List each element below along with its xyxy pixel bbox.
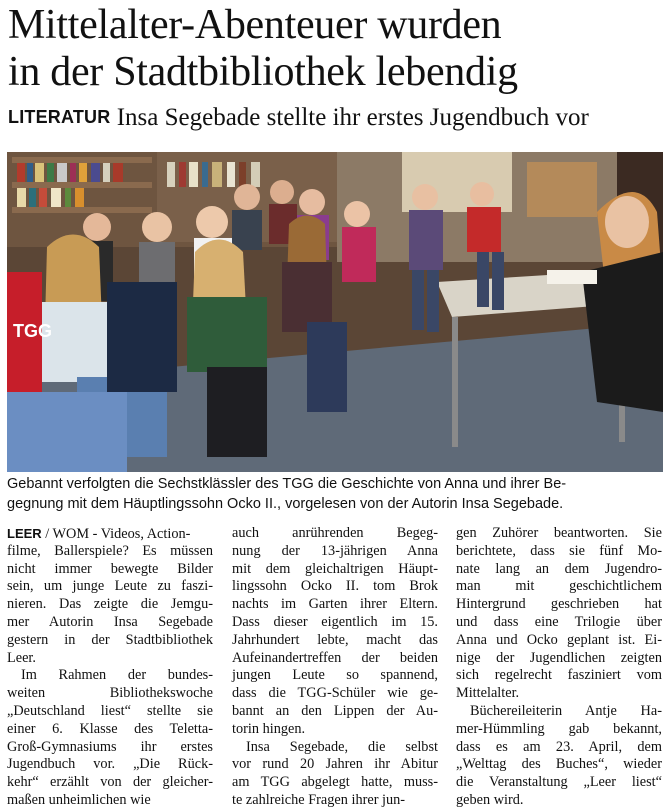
article-line: berichtete, dass sie fünf Mo- xyxy=(456,542,662,559)
article-line: maßen unheimlichen wie xyxy=(7,791,151,808)
article-line: sich regelrecht fasziniert vom xyxy=(456,667,662,684)
article-line: te zahlreiche Fragen ihrer jun- xyxy=(232,791,406,808)
article-line: lingssohn Ocko II. tom Brok xyxy=(232,578,438,595)
article-line: torin hingen. xyxy=(232,720,306,737)
article-line-text: / WOM - Videos, Action- xyxy=(41,526,191,542)
caption-line-1: Gebannt verfolgten die Sechstklässler des TGG die Geschichte von Anna und ihrer Be- xyxy=(7,476,567,492)
article-line: Dass dieser eigentlich im 15. xyxy=(232,613,438,630)
article-line: Jahrhundert lebte, macht das xyxy=(232,631,438,648)
article-line: Mittelalter. xyxy=(456,685,520,702)
article-line: nieren. Das zeigte die Jemgu- xyxy=(7,596,213,613)
article-line: mer-Hümmling gab bekannt, xyxy=(456,720,662,737)
headline-line-2: in der Stadtbibliothek lebendig xyxy=(8,49,518,95)
article-line: weiten Bibliothekswoche xyxy=(7,685,213,702)
article-line: kehr“ erzählt von der gleicher- xyxy=(7,774,213,791)
photo-caption xyxy=(7,474,663,514)
article-line: einer 6. Klasse des Teletta- xyxy=(7,720,213,737)
caption-line-2: gegnung mit dem Häuptlingssohn Ocko II., vorgelesen von der Autorin Insa Segebade. xyxy=(7,496,564,512)
article-line: nung der 13-jährigen Anna xyxy=(232,542,438,559)
article-line: mit dem gleichaltrigen Häupt- xyxy=(232,560,438,577)
article-line: und dass eine Trilogie über xyxy=(456,613,662,630)
article-line: Aufeinandertreffen der beiden xyxy=(232,649,438,666)
article-dateline: LEER xyxy=(7,526,42,541)
article-line: dass die TGG-Schüler wie ge- xyxy=(232,685,438,702)
article-line: sein, um junge Leute zu faszi- xyxy=(7,578,213,595)
article-line: Hintergrund geschrieben hat xyxy=(456,596,662,613)
article-line: am TGG abgelegt hatte, muss- xyxy=(232,774,438,791)
subheadline-text: Insa Segebade stellte ihr erstes Jugendbuch vor xyxy=(116,104,589,131)
article-line: nicht immer bewegte Bilder xyxy=(7,560,213,577)
article-line: jungen Leute so spannend, xyxy=(232,667,438,684)
article-line: Leer. xyxy=(7,649,36,666)
article-line: auch anrührenden Begeg- xyxy=(232,525,438,541)
headline xyxy=(8,2,663,96)
article-column-2 xyxy=(232,525,438,810)
article-line: nate lang an dem Jugendro- xyxy=(456,560,662,577)
article-line: gen Zuhörer beantworten. Sie xyxy=(456,525,662,541)
section-kicker: LITERATUR xyxy=(8,107,111,127)
article-line: Groß-Gymnasiums ihr erstes xyxy=(7,738,213,755)
article-line: vor rund 20 Jahren ihr Abitur xyxy=(232,756,438,773)
article-body xyxy=(7,525,663,808)
article-line: „Deutschland liest“ stellte sie xyxy=(7,702,213,719)
article-line: dass es am 23. April, dem xyxy=(456,738,662,755)
article-column-3 xyxy=(456,525,662,810)
article-line: Büchereileiterin Antje Ha- xyxy=(470,702,662,719)
article-line: Anna und Ocko geplant ist. Ei- xyxy=(456,631,662,648)
article-line: nachts im Garten ihrer Eltern. xyxy=(232,596,438,613)
article-line: filme, Ballerspiele? Es müssen xyxy=(7,542,213,559)
photo-library-reading-scene xyxy=(7,152,663,472)
article-line: mer Autorin Insa Segebade xyxy=(7,613,213,630)
subheadline xyxy=(8,102,663,133)
article-line: bannt an den Lippen der Au- xyxy=(232,702,438,719)
article-line: geben wird. xyxy=(456,791,524,808)
article-photo xyxy=(7,152,663,472)
article-line xyxy=(7,525,213,543)
shirt-text: TGG xyxy=(13,321,52,341)
article-line: Im Rahmen der bundes- xyxy=(21,667,213,684)
article-column-1 xyxy=(7,525,213,810)
headline-line-1: Mittelalter-Abenteuer wurden xyxy=(8,2,502,48)
article-line: die Veranstaltung „Leer liest“ xyxy=(456,774,662,791)
article-line: Jugendbuch vor. „Die Rück- xyxy=(7,756,213,773)
article-line: Insa Segebade, die selbst xyxy=(246,738,438,755)
article-line: gestern in der Stadtbibliothek xyxy=(7,631,213,648)
article-line: nige der Jugendlichen zeigten xyxy=(456,649,662,666)
article-line: man mit geschichtlichem xyxy=(456,578,662,595)
article-line: „Welttag des Buches“, wieder xyxy=(456,756,662,773)
